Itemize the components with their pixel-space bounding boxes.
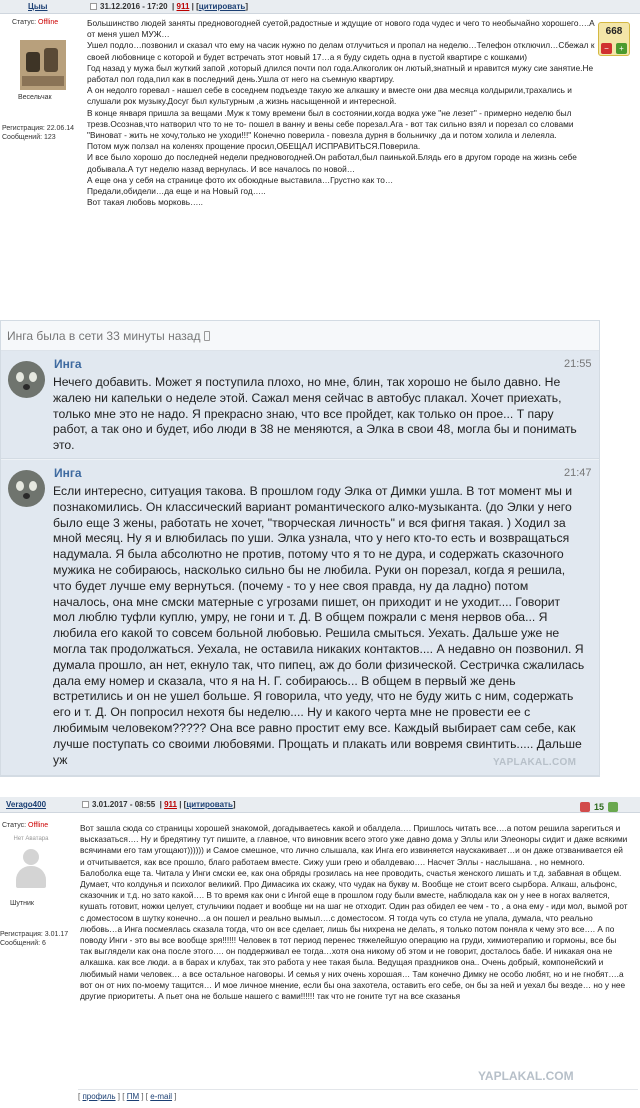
- quote-link[interactable]: цитировать: [186, 800, 233, 809]
- post-date: 31.12.2016 - 17:20: [100, 2, 168, 11]
- email-link[interactable]: e-mail: [150, 1092, 173, 1101]
- forum-post-1: [0, 0, 640, 286]
- chat-message: [1, 460, 599, 776]
- author-title: Шутник: [10, 900, 34, 907]
- author-registered: Регистрация: 3.01.17: [0, 931, 69, 938]
- vote-down-icon[interactable]: −: [601, 43, 612, 54]
- chat-message: [1, 351, 599, 459]
- avatar[interactable]: [8, 470, 45, 507]
- post-number-link[interactable]: 911: [164, 800, 177, 809]
- status-label: Статус:: [12, 19, 37, 26]
- status-value: Offline: [38, 19, 59, 26]
- post-karma: [580, 799, 618, 815]
- author-sidebar: [0, 817, 78, 997]
- post-header: [0, 0, 640, 14]
- watermark: YAPLAKAL.COM: [478, 1069, 574, 1083]
- pm-link[interactable]: ПМ: [126, 1092, 140, 1101]
- avatar[interactable]: [8, 361, 45, 398]
- post-body: Вот зашла сюда со страницы хорошей знакомой, догадываетесь какой и обалдела…. Пришлось читать все….а потом решила зарегиться и высказаться…. Ну и бредятину тут пишите, а главное, что виновник всего этого уже давно дома у Эллы или Элеоноры сидит и даже всякими всячинами его там угощают)))))) и Самое смешное, что лично слышала, как Инга его извиняется наускакивает…и он даже отзванивается ей и отчитывается, как все прошло, благо работаем вместе. Сижу уши грею и обалдеваю…. Насчет Эллы - наслышана. , но немного. Балоболка еще та. Читала у Инги смски ее, как она обряды грозилась на нее проводить, счастья женского лишать и т.д. забавная в общем. Думает, что колдунья и психолог великий. Про Димасика их скажу, что чудак на букву м. Вообще не стоит всего сырбора. Алкаш, альфонс, сказочник и т.д. но зато какой…. В то время как они с Ингой еще в прошлом году были вместе, наблюдала как он у нее в ногах валяется, кушать готовит, ножки целует, стульчики подает и вообще ни на шаг не отходит. Один раз обидел ее чем - то , а она ему - иди мол, вымой рот с доместосом в шутку конечно…а он пошел и реально вымыл….с доместосом. Я тогда чуть со стула не упала, думала, что реально любовь…а Инга посмеялась сказала тогда, что он все сделает, лишь бы нихрена не делать, я только потом поняла к чему это все…. А по поводу Инги - это вы все вообще зря!!!!!! Человек в тот период перенес тяжелейшую операцию на груди, химиотерапию и гормоны, все бы так выглядели как она после этого…. он поддерживал ее тогда…хотя она никому об этом и не говорит, досталось бабе. И никакая она не алкашка. как все люди. а в барах и клубах, так это работа у нее такая была. Ведущая праздников она.. Очень добрый, компонейский и любимый нами человек… а все остальное наговоры. И семья у них очень хорошая… Там конечно Димку не особо любят, но и не гнобят….а вот он от них по-моему тащится… И мое личное мнение, если бы она захотела, оставить его себе, он бы за ней и уехал бы везде… но у нее другие приоритеты. А пьет она не больше нашего с вами!!!!!! так что не гоните тут на все сказанья: [80, 823, 628, 1002]
- author-status: [2, 821, 48, 830]
- chat-screenshot: [0, 320, 600, 777]
- post-body: Большинство людей заняты предновогодней суетой,радостные и ждущие от нового года чудес и чего то необычайно хорошего….А от меня ушел МУЖ… Ушел подло…позвонил и сказал что ему на часик нужно по делам отлучиться и пропал на неделю…Телефон отключил…Сбежал к своей любовнице с которой и будет встречать этот новый 17…а я буду сидеть одна в пустой квартире с кошками) Год назад у мужа был жуткий запой ,который длился почти пол года.Алкоголик он лютый,знатный и нравится мужу сие занятие.Не работал пол года,пил как в последний день.Ушла от него на съемную квартиру. А он недолго горевал - нашел себе в соседнем подъезде такую же алкашку и вместе они два месяца колдырили,трахались и слушали рок музыку.Досуг был культурным ,а жизнь насыщенной и интересной. В конце января пришла за вещами .Муж к тому времени был в состоянии,когда водка уже "не лезет" - примерно неделю был трезв.Осознав,что натворил что то не то- пошел в ванну и вены себе порезал.Ага - вот так сильно взял и порезал со словами "Виноват - жить не хочу,только не уходи!!!" Конечно поверила - повезла дурня в больничку ,да и потом холила и лелеяла. Потом муж ползал на коленях прощение просил,ОБЕЩАЛ ИСПРАВИТЬСЯ.Поверила. И все было хорошо до последней недели предновогодней.Он работал,был паинькой.Блядь его в другом городе на жизнь себе добывала.А тут неделю назад вернулась. И все началось по новой… А еще она у себя на странице фото их обоюдные выставила…Грустно как то… Предали,обидели…да еще и на Новый год….. Вот такая любовь морковь…..: [87, 18, 595, 208]
- no-avatar-label: Нет Аватара: [13, 836, 49, 842]
- online-status-text: Инга была в сети 33 минуты назад: [7, 329, 201, 343]
- post-header: [0, 797, 640, 813]
- message-author[interactable]: Инга: [54, 357, 82, 371]
- message-author[interactable]: Инга: [54, 466, 82, 480]
- post-select-checkbox[interactable]: [82, 801, 89, 808]
- message-text: Если интересно, ситуация такова. В прошлом году Элка от Димки ушла. В тот момент мы и познакомились. Он классический вариант романтического алко-музыканта. (до Элки у него было еще 3 жены, работать не хочет, "творческая личность" и вся фигня такая. ) Ходил за мной месяц. Ну я и влюбилась по уши. Элка узнала, что у него кто-то есть и возвращаться надумала. Я была абсолютно не против, потому что я то не дура, и содержать сказочного мужика не собираюсь, насколько сильно бы не любила. Руки он порезал, когда я решила, что будет лучше ему вернуться. (почему - то у нее своя правда, ну да ладно) потом началось, она мне смски матерные с угрозами пишет, он приходит и не уходит.... Говорит мол люблю туфли куплю, умру, не гони и т. Д. В общем пожрали с меня нервов оба... Я любила его какой то совсем больной любовью. Решила смыться. Уехать. Дальше уже не могла так продолжаться. Уехала, не оставила никаких контактов.... А недавно он позвонил. Я думала прошло, ан нет, екнуло так, что пипец, аж до боли физической. Сестричка сжалилась дала ему номер и сказала, что я на Н. Г. собираюсь... В общем в первый же день встретились и он не ушел больше. Я говорила, что уеду, что не буду жить с ним, содержать его и т. Д. Он попросил нехотя бы неделю.... Ну и какого черта мне не провести ее с любимым человеком????? Она все равно простит ему все. Каждый выбирает сам себе, как лучше поступать со своими любовями. Прощать и плакать или вовремя свинтить..... Дальше уж: [53, 484, 585, 767]
- post-footer: [ профиль ] [ ПМ ] [ e-mail ]: [78, 1089, 638, 1103]
- author-registered: Регистрация: 22.06.14: [2, 125, 75, 132]
- post-meta: 3.01.2017 - 08:55 | 911 | [цитировать]: [82, 797, 236, 813]
- mobile-phone-icon: [204, 331, 210, 341]
- post-select-checkbox[interactable]: [90, 3, 97, 10]
- status-label: Статус:: [2, 822, 27, 829]
- message-text: Нечего добавить. Может я поступила плохо, но мне, блин, так хорошо не было давно. Не жалею ни капельки о неделе этой. Сажал меня сейчас в автобус плакал. Хочет приехать, только мне это не надо. Я прекрасно знаю, что все пройдет, как только он прое... Т пару работ, а так оно и будет, ибо люди в 38 не меняются, а Элка в свои 48, могла бы и понимать это.: [53, 375, 577, 453]
- vote-down-icon[interactable]: [580, 802, 590, 812]
- author-status: [12, 18, 58, 27]
- message-time: 21:55: [564, 358, 592, 370]
- karma-value: 15: [594, 802, 605, 812]
- post-author-link[interactable]: Цыы: [28, 2, 48, 11]
- quote-link[interactable]: цитировать: [198, 2, 246, 11]
- avatar[interactable]: [8, 835, 54, 891]
- message-time: 21:47: [564, 467, 592, 479]
- vote-up-icon[interactable]: +: [616, 43, 627, 54]
- avatar[interactable]: [20, 40, 66, 90]
- forum-post-2: [0, 797, 640, 1108]
- author-message-count: Сообщений: 6: [0, 940, 46, 947]
- post-author-link[interactable]: Verago400: [6, 800, 47, 809]
- chat-header: [1, 321, 599, 351]
- author-title: Весельчак: [18, 94, 52, 101]
- author-sidebar: [0, 16, 84, 286]
- post-meta: 31.12.2016 - 17:20 | 911 | [цитировать]: [90, 0, 248, 14]
- post-date: 3.01.2017 - 08:55: [92, 800, 156, 809]
- author-message-count: Сообщений: 123: [2, 134, 56, 141]
- vote-up-icon[interactable]: [608, 802, 618, 812]
- rating-value: 668: [605, 26, 623, 37]
- post-rating: [598, 22, 630, 56]
- watermark: YAPLAKAL.COM: [493, 757, 577, 768]
- profile-link[interactable]: профиль: [82, 1092, 116, 1101]
- status-value: Offline: [28, 822, 49, 829]
- post-number-link[interactable]: 911: [176, 2, 190, 11]
